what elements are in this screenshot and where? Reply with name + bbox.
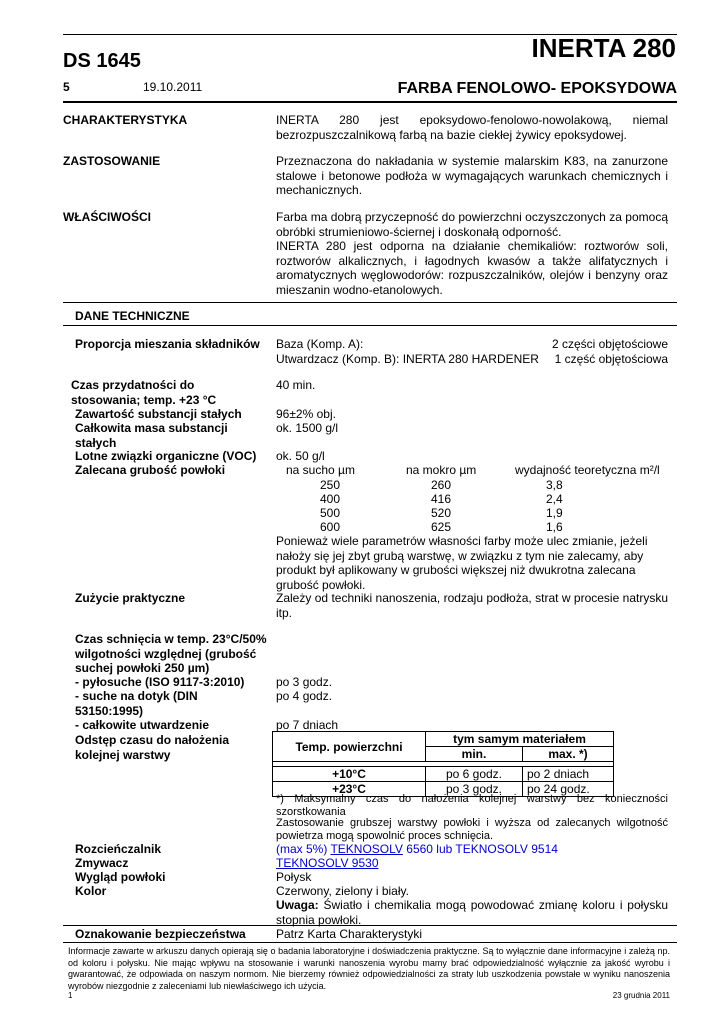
recoat-col-max: max. *) — [523, 747, 614, 762]
drying-label: Czas schnięcia w temp. 23°C/50% wilgotności względnej (grubość suchej powłoki 250 µm) — [75, 632, 267, 675]
issue-date: 19.10.2011 — [143, 80, 203, 94]
product-title: INERTA 280 — [531, 33, 676, 63]
recoat-col-group: tym samym materiałem — [426, 732, 614, 747]
recoat-label: Odstęp czasu do nałożenia kolejnej warstwy — [75, 733, 230, 762]
mix-base-value: 2 części objętościowe — [551, 337, 668, 351]
thickness-col-yield: wydajność teoretyczna m²/l — [515, 463, 660, 477]
solids-mass-value: ok. 1500 g/l — [276, 421, 339, 435]
recoat-note-1: *) Maksymalny czas do nałożenia kolejnej warstwy bez konieczności szorstkowania — [276, 793, 668, 818]
color-note-label: Uwaga: — [276, 898, 319, 912]
cleaner-label: Zmywacz — [75, 856, 129, 870]
product-subtitle: FARBA FENOLOWO- EPOKSYDOWA — [397, 80, 677, 97]
touch-dry-value: po 4 godz. — [276, 689, 333, 703]
dust-dry-value: po 3 godz. — [276, 675, 333, 689]
page-number: 1 — [68, 991, 73, 1000]
doc-number: DS 1645 — [63, 50, 141, 72]
thickness-wet: 520 — [431, 506, 452, 520]
recoat-min: po 3 godz. — [426, 782, 523, 797]
footer-rule — [63, 942, 677, 943]
characteristics-text: INERTA 280 jest epoksydowo-fenolowo-nowolakową, niemal bezrozpuszczalnikową farbą na bazie ciekłej żywicy epoksydowej. — [276, 113, 668, 142]
thinner-rest: 6560 lub TEKNOSOLV 9514 — [402, 842, 558, 856]
thickness-yield: 1,6 — [546, 520, 563, 534]
full-cure-label: - całkowite utwardzenie — [75, 718, 210, 732]
recoat-max: po 24 godz. — [523, 782, 614, 797]
mix-hardener-value: 1 część objętościowa — [554, 352, 668, 366]
recoat-temp: +10°C — [273, 767, 426, 782]
cleaner-value-row — [276, 856, 668, 871]
touch-dry-label: - suche na dotyk (DIN 53150:1995) — [75, 689, 198, 718]
full-cure-value: po 7 dniach — [276, 718, 339, 732]
tech-top-rule — [63, 302, 677, 303]
safety-rule — [63, 925, 677, 926]
usage-value: Zależy od techniki nanoszenia, rodzaju podłoża, strat w procesie natrysku itp. — [276, 591, 668, 620]
issue-number: 5 — [63, 80, 70, 94]
solids-label: Zawartość substancji stałych — [75, 407, 242, 421]
application-text: Przeznaczona do nakładania w systemie malarskim K83, na zanurzone stalowe i betonowe podłoża w wymagających warunkach chemicznych i mechanicznych. — [276, 154, 668, 197]
properties-label: WŁAŚCIWOŚCI — [63, 210, 151, 224]
mix-base: Baza (Komp. A): — [276, 337, 364, 351]
print-date: 23 grudnia 2011 — [612, 991, 670, 1000]
mix-label: Proporcja mieszania składników — [75, 337, 260, 351]
recoat-col-temp: Temp. powierzchni — [273, 732, 426, 762]
recoat-min: po 6 godz. — [426, 767, 523, 782]
characteristics-label: CHARAKTERYSTYKA — [63, 113, 188, 127]
thickness-wet: 625 — [431, 520, 452, 534]
thinner-label: Rozcieńczalnik — [75, 842, 162, 856]
safety-value: Patrz Karta Charakterystyki — [276, 927, 423, 941]
properties-text-1: Farba ma dobrą przyczepność do powierzchni oczyszczonych za pomocą obróbki strumieniowo-ściernej i doskonałą odporność. — [276, 210, 668, 239]
color-note — [276, 898, 668, 927]
thickness-yield: 2,4 — [546, 492, 563, 506]
thinner-value — [276, 842, 668, 857]
solids-value: 96±2% obj. — [276, 407, 336, 421]
voc-label: Lotne związki organiczne (VOC) — [75, 449, 257, 463]
safety-label: Oznakowanie bezpieczeństwa — [75, 927, 246, 941]
thickness-col-dry: na sucho µm — [286, 463, 355, 477]
color-label: Kolor — [75, 884, 107, 898]
thickness-wet: 260 — [431, 478, 452, 492]
usage-label: Zużycie praktyczne — [75, 591, 186, 605]
tech-heading-rule — [63, 325, 677, 326]
color-value: Czerwony, zielony i biały. — [276, 884, 409, 898]
pot-life-label-2: stosowania; temp. +23 °C — [71, 393, 217, 407]
mix-hardener: Utwardzacz (Komp. B): INERTA 280 HARDENER — [276, 352, 539, 366]
thinner-prefix: (max 5%) — [276, 842, 331, 856]
thickness-yield: 3,8 — [546, 478, 563, 492]
thickness-note: Ponieważ wiele parametrów własności farby może ulec zmianie, jeżeli nałoży się jej zbyt grubą warstwę, w związku z tym nie zalecamy, aby produkt był aplikowany w grubości większej niż dwukrotna zalecana grubość powłoki. — [276, 534, 648, 592]
thickness-dry: 500 — [320, 506, 341, 520]
cleaner-link[interactable]: TEKNOSOLV 9530 — [276, 856, 379, 870]
thinner-link[interactable]: TEKNOSOLV — [330, 842, 403, 856]
thickness-wet: 416 — [431, 492, 452, 506]
properties-text-2: INERTA 280 jest odporna na działanie chemikaliów: roztworów soli, roztworów alkalicznych, i łagodnych kwasów a także alifatycznych i aromatycznych węglowodorów: rozpuszczalników, olejów i benzyny oraz mieszanin wodno-etanolowych. — [276, 239, 668, 297]
recoat-max: po 2 dniach — [523, 767, 614, 782]
thickness-yield: 1,9 — [546, 506, 563, 520]
thickness-col-wet: na mokro µm — [406, 463, 477, 477]
recoat-col-min: min. — [426, 747, 523, 762]
thickness-dry: 600 — [320, 520, 341, 534]
thickness-dry: 400 — [320, 492, 341, 506]
pot-life-label-1: Czas przydatności do — [71, 378, 195, 392]
appearance-label: Wygląd powłoki — [75, 870, 166, 884]
appearance-value: Połysk — [276, 870, 312, 884]
footer-disclaimer: Informacje zawarte w arkuszu danych opierają się o badania laboratoryjne i doświadczenia praktyczne. Są to wyłącznie dane informacyjne i zależą np. od koloru i połysku. Nie mając wpływu na stosowanie i warunki nanoszenia wyrobu mamy brać odpowiedzialność wyłącznie za jakość wyrobu i gwarantować, że odpowiada on naszym normom. Nie bierzemy również odpowiedzialności za straty lub uszkodzenia powstałe w wyniku nanoszenia wyrobów niezgodnie z zaleceniami lub niewłaściwego ich użycia. — [68, 946, 670, 991]
application-label: ZASTOSOWANIE — [63, 154, 161, 168]
thickness-label: Zalecana grubość powłoki — [75, 463, 226, 477]
voc-value: ok. 50 g/l — [276, 449, 325, 463]
recoat-note-2: Zastosowanie grubszej warstwy powłoki i wyższa od zalecanych wilgotność powietrza mogą spowolnić proces schnięcia. — [276, 817, 668, 842]
recoat-table — [272, 731, 614, 797]
thickness-dry: 250 — [320, 478, 341, 492]
solids-mass-label: Całkowita masa substancji stałych — [75, 421, 228, 450]
tech-heading: DANE TECHNICZNE — [75, 309, 190, 323]
header-rule — [63, 101, 677, 103]
color-note-text: Światło i chemikalia mogą powodować zmianę koloru i połysku stopnia powłoki. — [276, 898, 668, 927]
recoat-temp: +23°C — [273, 782, 426, 797]
dust-dry-label: - pyłosuche (ISO 9117-3:2010) — [75, 675, 245, 689]
pot-life-value: 40 min. — [276, 378, 316, 392]
